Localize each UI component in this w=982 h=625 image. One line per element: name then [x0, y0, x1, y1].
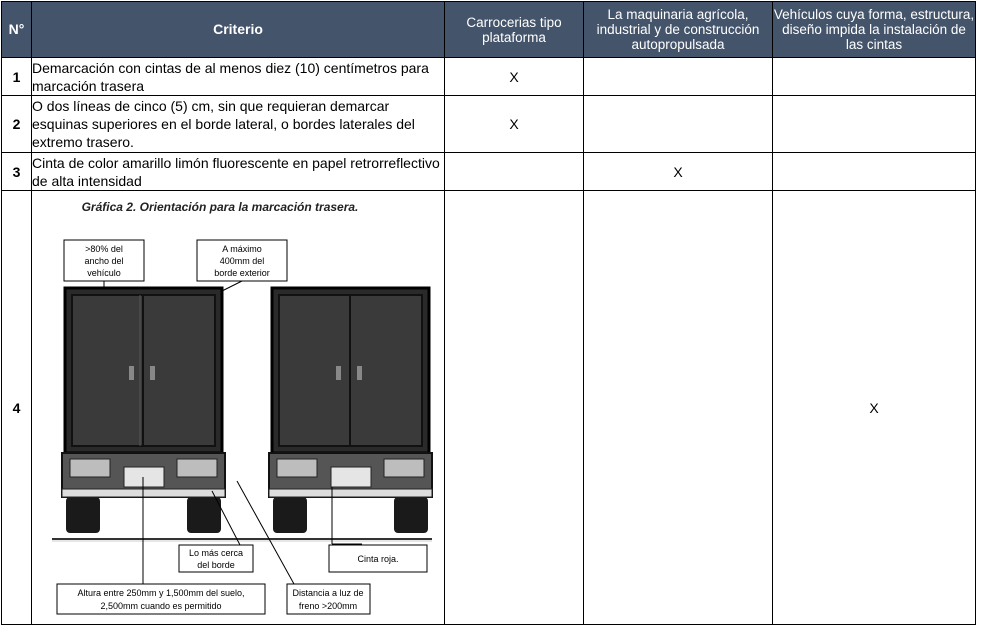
label-dist-line-1: Distancia a luz de — [292, 588, 364, 598]
label-max-line-1: A máximo — [222, 244, 262, 254]
figure-title: Gráfica 2. Orientación para la marcación trasera. — [81, 200, 359, 214]
mark-machinery — [584, 191, 773, 625]
label-width-line-1: >80% del — [85, 244, 123, 254]
row-criterio: Cinta de color amarillo limón fluorescente en papel retrorreflectivo de alta intensidad — [32, 153, 445, 191]
truck-right-illustration — [269, 288, 432, 533]
rear-marking-diagram — [32, 191, 442, 619]
mark-platform — [445, 191, 584, 625]
mark-platform: X — [445, 96, 584, 153]
label-red-tape: Cinta roja. — [357, 554, 399, 564]
label-height-line-2: 2,500mm cuando es permitido — [100, 601, 222, 611]
label-near-line-2: del borde — [197, 560, 235, 570]
label-max-line-2: 400mm del — [219, 256, 265, 266]
header-row — [2, 2, 976, 58]
header-vehicles: Vehículos cuya forma, estructura, diseño impida la instalación de las cintas — [773, 2, 976, 58]
header-num: N° — [2, 2, 32, 58]
row-number: 3 — [2, 153, 32, 191]
label-height-line-1: Altura entre 250mm y 1,500mm del suelo, — [77, 588, 245, 598]
label-width-line-2: ancho del — [84, 256, 124, 266]
mark-vehicles — [773, 58, 976, 96]
row-number: 2 — [2, 96, 32, 153]
row-number: 4 — [2, 191, 32, 625]
mark-machinery — [584, 58, 773, 96]
mark-vehicles — [773, 96, 976, 153]
header-machinery: La maquinaria agrícola, industrial y de construcción autopropulsada — [584, 2, 773, 58]
header-criterio: Criterio — [32, 2, 445, 58]
criteria-table — [1, 1, 976, 625]
label-dist-line-2: freno >200mm — [298, 601, 358, 611]
table-row — [2, 96, 976, 153]
label-width-line-3: vehículo — [87, 268, 121, 278]
mark-vehicles: X — [773, 191, 976, 625]
mark-vehicles — [773, 153, 976, 191]
callout-max-distance — [197, 240, 287, 291]
label-near-line-1: Lo más cerca — [188, 548, 244, 558]
row-number: 1 — [2, 58, 32, 96]
table-row — [2, 58, 976, 96]
rear-marking-figure-cell — [32, 191, 445, 625]
row-criterio: O dos líneas de cinco (5) cm, sin que requieran demarcar esquinas superiores en el borde lateral, o bordes laterales del extremo trasero. — [32, 96, 445, 153]
header-platform: Carrocerias tipo plataforma — [445, 2, 584, 58]
table-row — [2, 153, 976, 191]
callout-width — [64, 240, 144, 288]
row-criterio: Demarcación con cintas de al menos diez (10) centímetros para marcación trasera — [32, 58, 445, 96]
table-row — [2, 191, 976, 625]
mark-platform — [445, 153, 584, 191]
mark-machinery: X — [584, 153, 773, 191]
mark-machinery — [584, 96, 773, 153]
mark-platform: X — [445, 58, 584, 96]
label-max-line-3: borde exterior — [214, 268, 270, 278]
